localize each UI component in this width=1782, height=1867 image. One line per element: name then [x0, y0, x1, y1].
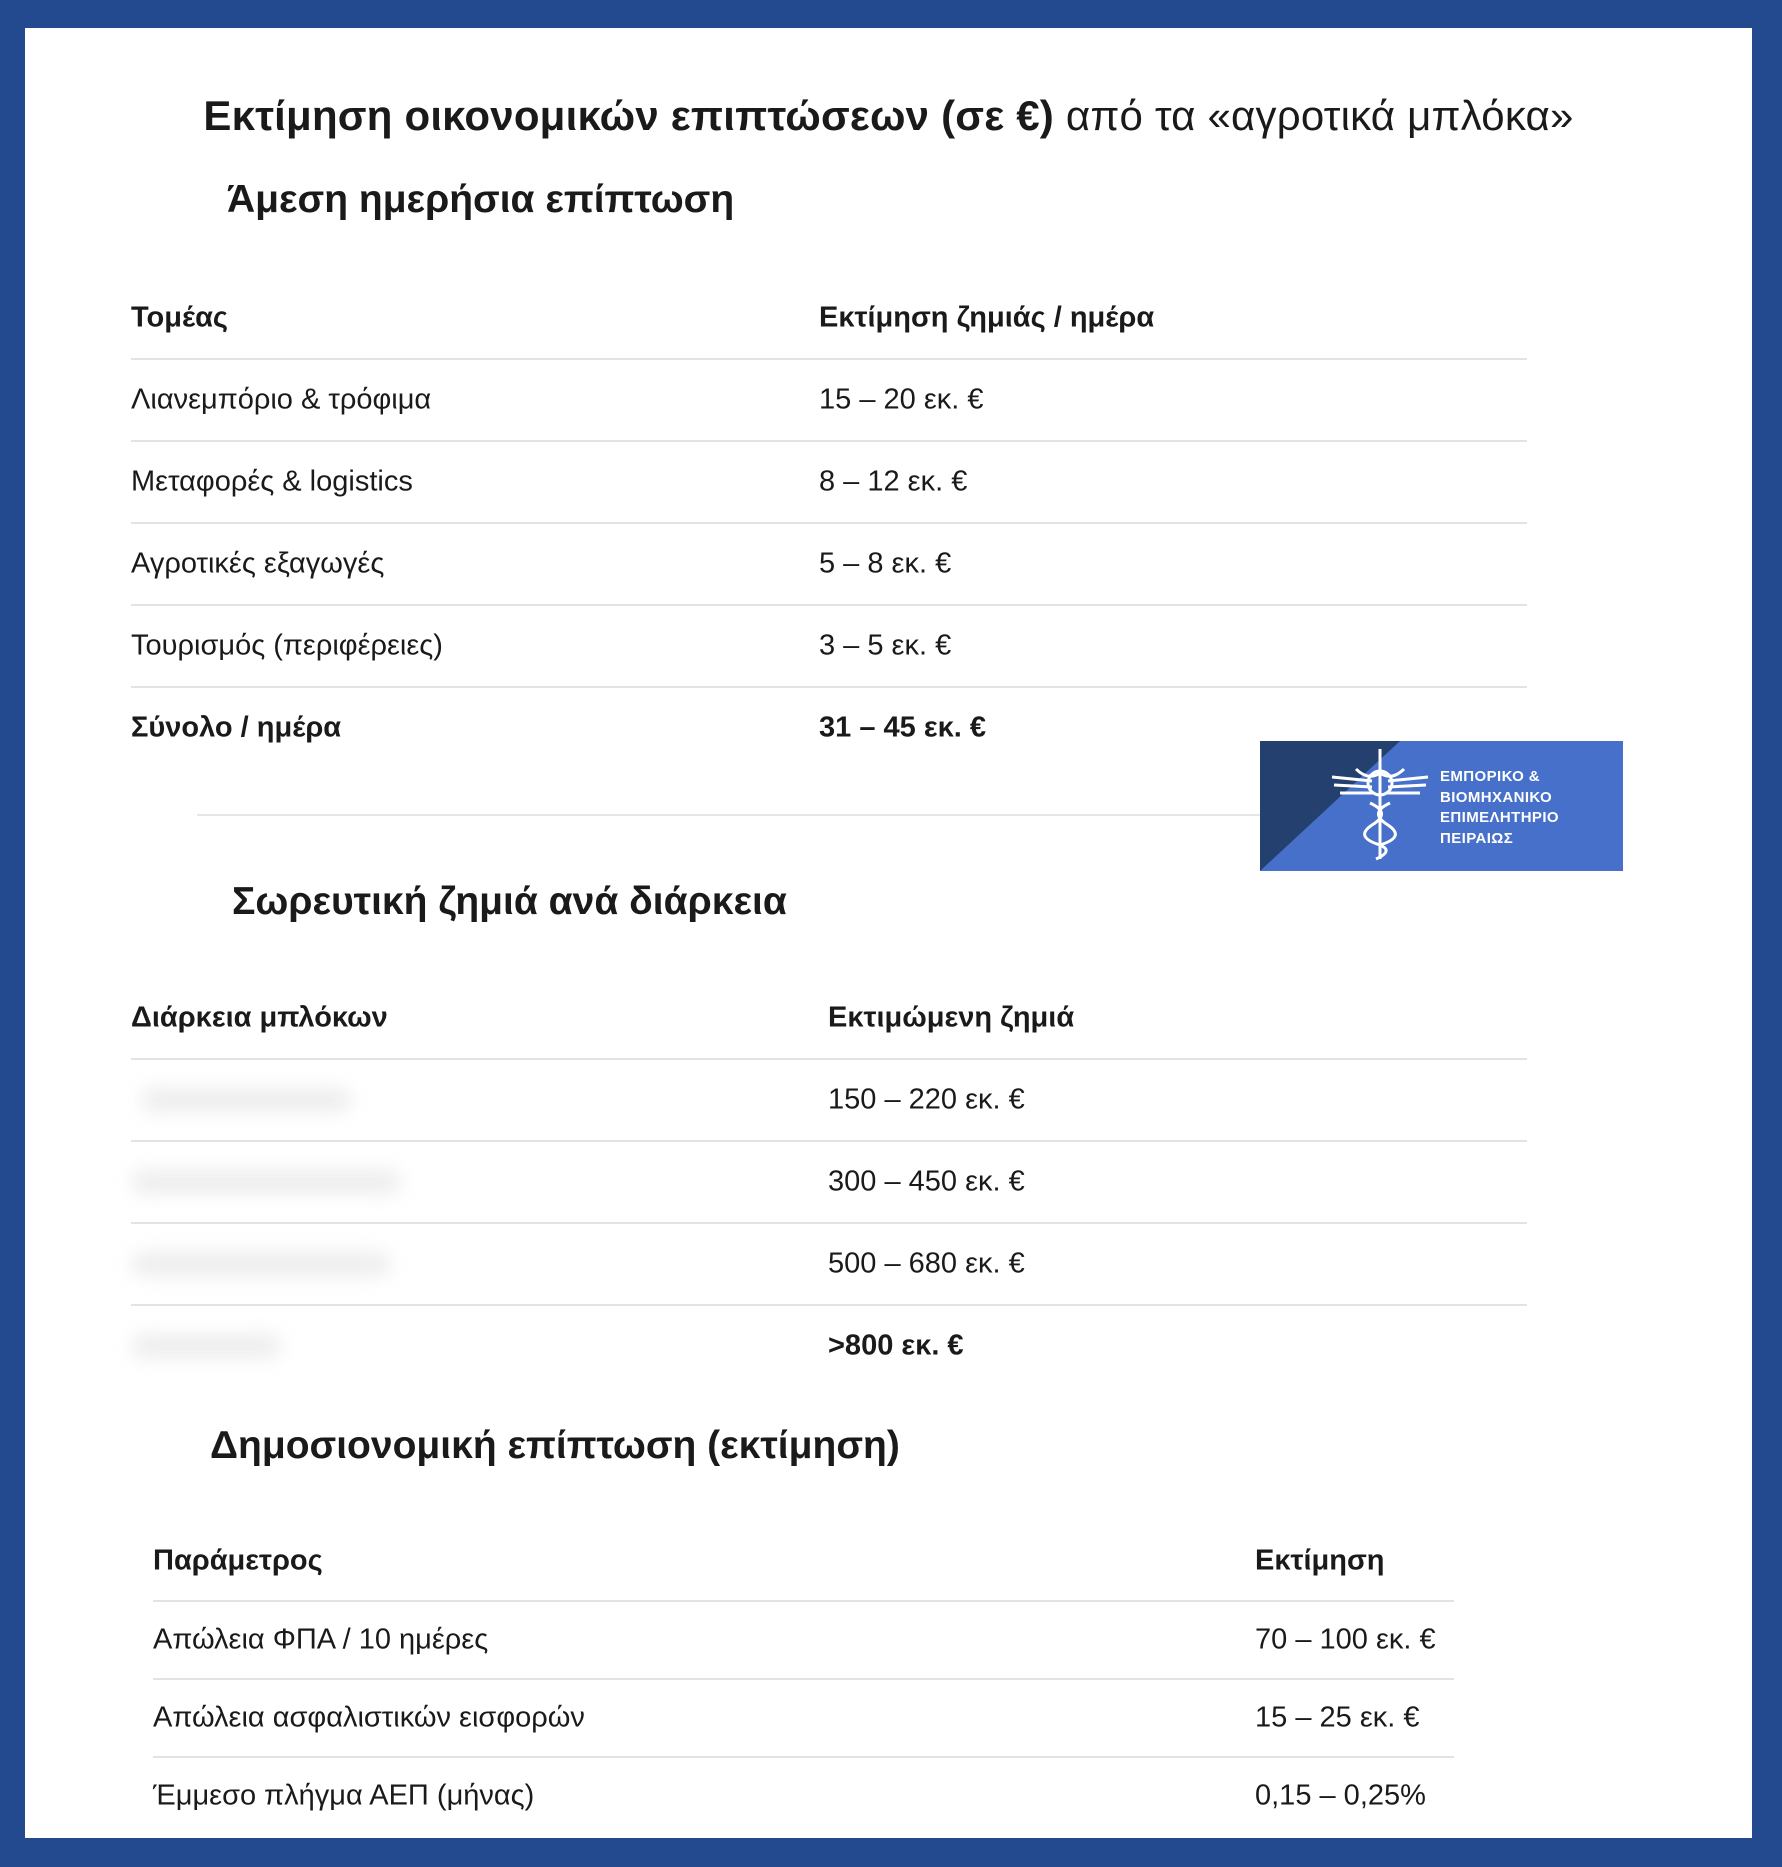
row-parameter: Απώλεια ασφαλιστικών εισφορών: [153, 1701, 585, 1734]
table-row: [131, 360, 1527, 442]
header-estimate: Εκτίμηση: [1255, 1544, 1385, 1577]
page-title: [25, 92, 1752, 140]
row-value: 15 – 20 εκ. €: [819, 383, 984, 416]
page-title-rest: από τα «αγροτικά μπλόκα»: [1065, 92, 1574, 139]
row-value: 15 – 25 εκ. €: [1255, 1701, 1420, 1734]
table-header-row: [153, 1522, 1454, 1602]
section-title-cumulative-loss: Σωρευτική ζημιά ανά διάρκεια: [232, 880, 787, 923]
table-row: [131, 1142, 1527, 1224]
row-value: 150 – 220 εκ. €: [828, 1083, 1025, 1116]
row-value: 8 – 12 εκ. €: [819, 465, 968, 498]
row-sector: Μεταφορές & logistics: [131, 465, 413, 498]
row-sector: Λιανεμπόριο & τρόφιμα: [131, 383, 432, 416]
table-row: [131, 442, 1527, 524]
table-total-row: [131, 1306, 1527, 1386]
header-parameter: Παράμετρος: [153, 1544, 323, 1577]
logo-line: ΕΜΠΟΡΙΚΟ &: [1440, 768, 1540, 785]
table-row: [153, 1602, 1454, 1680]
section-divider: [197, 814, 1277, 816]
table-row: [131, 524, 1527, 606]
page-title-bold: Εκτίμηση οικονομικών επιπτώσεων (σε €): [203, 92, 1054, 139]
row-parameter: Έμμεσο πλήγμα ΑΕΠ (μήνας): [153, 1779, 535, 1812]
section-title-daily-impact: Άμεση ημερήσια επίπτωση: [227, 178, 735, 221]
row-sector: Τουρισμός (περιφέρειες): [131, 629, 443, 662]
table-row: [153, 1680, 1454, 1758]
row-value: 300 – 450 εκ. €: [828, 1165, 1025, 1198]
blurred-duration: [131, 1170, 401, 1194]
blurred-duration: [131, 1334, 281, 1358]
header-duration: Διάρκεια μπλόκων: [131, 1001, 388, 1034]
total-value: >800 εκ. €: [828, 1329, 964, 1362]
section-title-fiscal-impact: Δημοσιονομική επίπτωση (εκτίμηση): [210, 1424, 900, 1467]
document-card: [25, 28, 1752, 1838]
row-value: 0,15 – 0,25%: [1255, 1779, 1426, 1812]
table-header-row: [131, 278, 1527, 360]
blurred-duration: [131, 1252, 391, 1276]
logo-text: [1440, 767, 1559, 849]
table-header-row: [131, 978, 1527, 1060]
row-parameter: Απώλεια ΦΠΑ / 10 ημέρες: [153, 1623, 489, 1656]
cumulative-loss-table: [131, 978, 1527, 1386]
table-row: [131, 606, 1527, 688]
chamber-logo: [1260, 741, 1623, 871]
row-value: 5 – 8 εκ. €: [819, 547, 952, 580]
daily-impact-table: [131, 278, 1527, 768]
table-row: [153, 1758, 1454, 1834]
row-value: 3 – 5 εκ. €: [819, 629, 952, 662]
total-value: 31 – 45 εκ. €: [819, 711, 986, 744]
row-value: 70 – 100 εκ. €: [1255, 1623, 1436, 1656]
row-sector: Αγροτικές εξαγωγές: [131, 547, 385, 580]
logo-line: ΕΠΙΜΕΛΗΤΗΡΙΟ: [1440, 809, 1559, 826]
header-sector: Τομέας: [131, 301, 229, 334]
blurred-duration: [141, 1088, 351, 1112]
table-row: [131, 1060, 1527, 1142]
total-label: Σύνολο / ημέρα: [131, 711, 342, 744]
table-row: [131, 1224, 1527, 1306]
fiscal-impact-table: [153, 1522, 1454, 1834]
logo-line: ΠΕΙΡΑΙΩΣ: [1440, 829, 1514, 847]
logo-line: ΒΙΟΜΗΧΑΝΙΚΟ: [1440, 788, 1553, 806]
header-daily-loss: Εκτίμηση ζημιάς / ημέρα: [819, 301, 1155, 334]
header-estimated-loss: Εκτιμώμενη ζημιά: [828, 1001, 1075, 1034]
row-value: 500 – 680 εκ. €: [828, 1247, 1025, 1280]
